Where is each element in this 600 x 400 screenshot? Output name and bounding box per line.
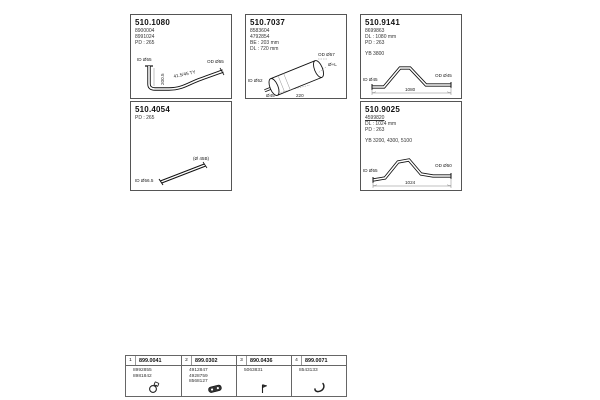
exhaust-pipe-drawing [363,148,461,190]
rubber-mount-icon [207,383,223,394]
item-index: 1 [126,356,136,365]
inlet-label: ID Ø52 [248,78,263,83]
accessory-part-number: 899.0041 [139,357,162,364]
exhaust-pipe-drawing [363,59,461,97]
oe-reference: 4928759 [189,373,208,379]
accessory-header [126,356,181,366]
accessory-column-4 [291,356,346,396]
part-number: 510.9025 [365,105,400,114]
oe-reference: 8568127 [189,379,208,385]
item-index: 4 [292,356,302,365]
oe-reference: 8699863 [365,28,385,34]
accessory-column-2 [181,356,236,396]
part-number: 510.1080 [135,18,170,27]
height-label: 200.5 [160,73,165,85]
oe-reference: 8900004 [135,28,155,34]
dimension-line: PD : 263 [365,40,385,46]
dimension-line: DL : 1024 mm [365,121,397,127]
accessory-body [292,366,346,396]
item-index: 3 [237,356,247,365]
oe-reference: 8981842 [133,373,152,379]
part-panel-510-9025 [360,101,462,191]
hook-icon [312,381,326,394]
oe-reference: 8992855 [133,368,152,373]
part-panel-510-1080 [130,14,232,99]
length-label: 1024 [405,180,416,185]
inlet-label: ID Ø56.5 [135,178,154,183]
bracket-icon [258,382,270,394]
model-note: YB 3800 [365,51,385,57]
muffler-drawing [248,51,346,99]
accessory-header [182,356,236,366]
length-label: 220 [296,93,304,98]
stub-label: Ø45 [266,93,275,98]
dimension-line: PD : 263 [365,127,385,133]
length-label: 1080 [405,87,416,92]
accessory-part-number: 890.0436 [250,357,273,364]
accessory-body [237,366,291,396]
dimension-line: BE : 203 mm [250,40,279,46]
oe-reference: 4912847 [189,368,208,373]
accessory-part-number: 899.0071 [305,357,328,364]
part-panel-510-7037 [245,14,347,99]
oe-reference: 8543133 [299,368,318,373]
outlet-label: (Ø 45B) [193,156,210,161]
accessory-body [182,366,236,396]
side-label: Ø+L [328,62,337,67]
oe-reference: 8583604 [250,28,270,34]
mid-label: 41.5/45 TY [173,69,196,79]
muffler-sketch-icon [248,51,346,99]
accessory-header [292,356,346,366]
outlet-label: OD Ø57 [318,52,335,57]
dimension-line: DL : 720 mm [250,46,279,52]
part-panel-510-4054 [130,101,232,191]
accessory-body [126,366,181,396]
inlet-label: ID Ø45 [363,77,378,82]
outlet-label: OD Ø55 [207,59,224,64]
clamp-icon [147,381,161,394]
oe-reference: 5063831 [244,368,263,373]
outlet-label: OD Ø50 [435,163,452,168]
part-number: 510.4054 [135,105,170,114]
part-panel-510-9141 [360,14,462,99]
oe-reference: 4599820 [365,115,385,121]
accessory-column-1 [126,356,181,396]
item-index: 2 [182,356,192,365]
part-number: 510.9141 [365,18,400,27]
oe-reference: 8991024 [135,34,155,40]
outlet-label: OD Ø45 [435,73,452,78]
inlet-label: ID Ø55 [137,57,152,62]
accessory-part-number: 899.0302 [195,357,218,364]
exhaust-pipe-drawing [133,57,231,97]
dimension-line: PD : 265 [135,115,155,121]
oe-reference: 4792854 [250,34,270,40]
pipe-sketch-icon [133,152,231,190]
accessory-column-3 [236,356,291,396]
straight-pipe-drawing [133,152,231,190]
inlet-label: ID Ø55 [363,168,378,173]
dimension-line: PD : 265 [135,40,155,46]
accessory-header [237,356,291,366]
part-number: 510.7037 [250,18,285,27]
model-note: YB 3200, 4300, 5100 [365,138,412,144]
accessories-table [125,355,347,397]
dimension-line: DL : 1080 mm [365,34,397,40]
